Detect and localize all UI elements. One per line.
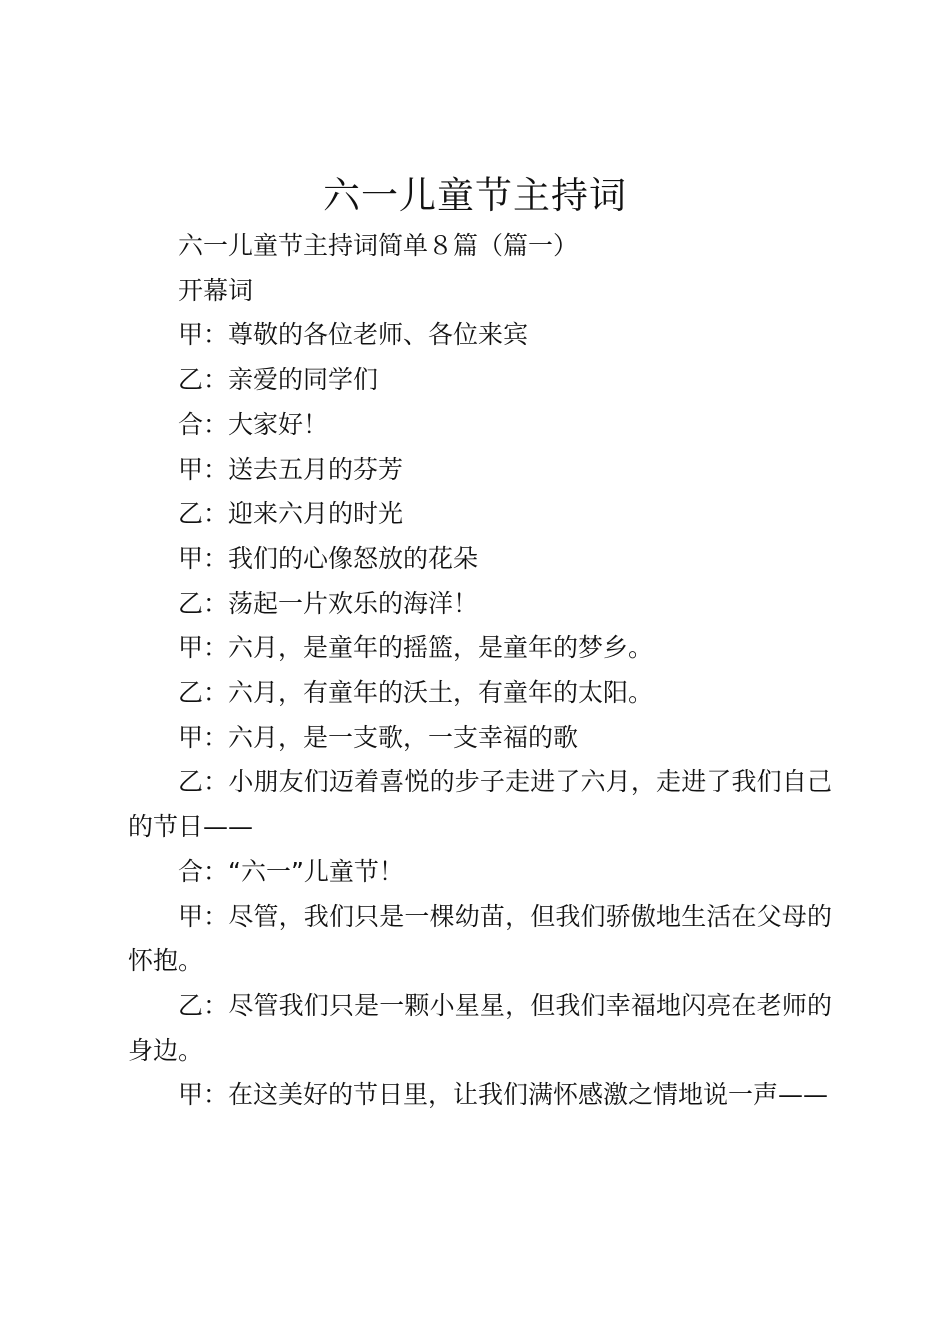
paragraph: 开幕词 — [178, 275, 254, 305]
paragraph: 甲：送去五月的芬芳 — [178, 454, 404, 484]
document-title: 六一儿童节主持词 — [323, 174, 627, 217]
paragraph: 乙：小朋友们迈着喜悦的步子走进了六月，走进了我们自己的节日—— — [128, 767, 832, 842]
paragraph: 六一儿童节主持词简单８篇（篇一） — [178, 231, 579, 260]
paragraph: 乙：荡起一片欢乐的海洋！ — [178, 588, 479, 618]
paragraph: 甲：在这美好的节日里，让我们满怀感激之情地说一声—— — [178, 1080, 829, 1110]
paragraph: 甲：六月，是一支歌，一支幸福的歌 — [178, 722, 579, 752]
paragraph: 乙：亲爱的同学们 — [178, 365, 379, 395]
paragraph: 合：大家好！ — [178, 409, 329, 439]
paragraph: 甲：尽管，我们只是一棵幼苗，但我们骄傲地生活在父母的怀抱。 — [128, 901, 832, 976]
document-body — [128, 224, 832, 1118]
paragraph: 甲：尊敬的各位老师、各位来宾 — [178, 320, 529, 350]
paragraph: 乙：迎来六月的时光 — [178, 499, 404, 529]
paragraph: 甲：我们的心像怒放的花朵 — [178, 543, 479, 573]
paragraph: 乙：六月，有童年的沃土，有童年的太阳。 — [178, 678, 654, 708]
paragraph: 合：“六一”儿童节！ — [178, 856, 404, 886]
paragraph: 甲：六月，是童年的摇篮，是童年的梦乡。 — [178, 633, 654, 663]
paragraph: 乙：尽管我们只是一颗小星星，但我们幸福地闪亮在老师的身边。 — [128, 990, 832, 1065]
